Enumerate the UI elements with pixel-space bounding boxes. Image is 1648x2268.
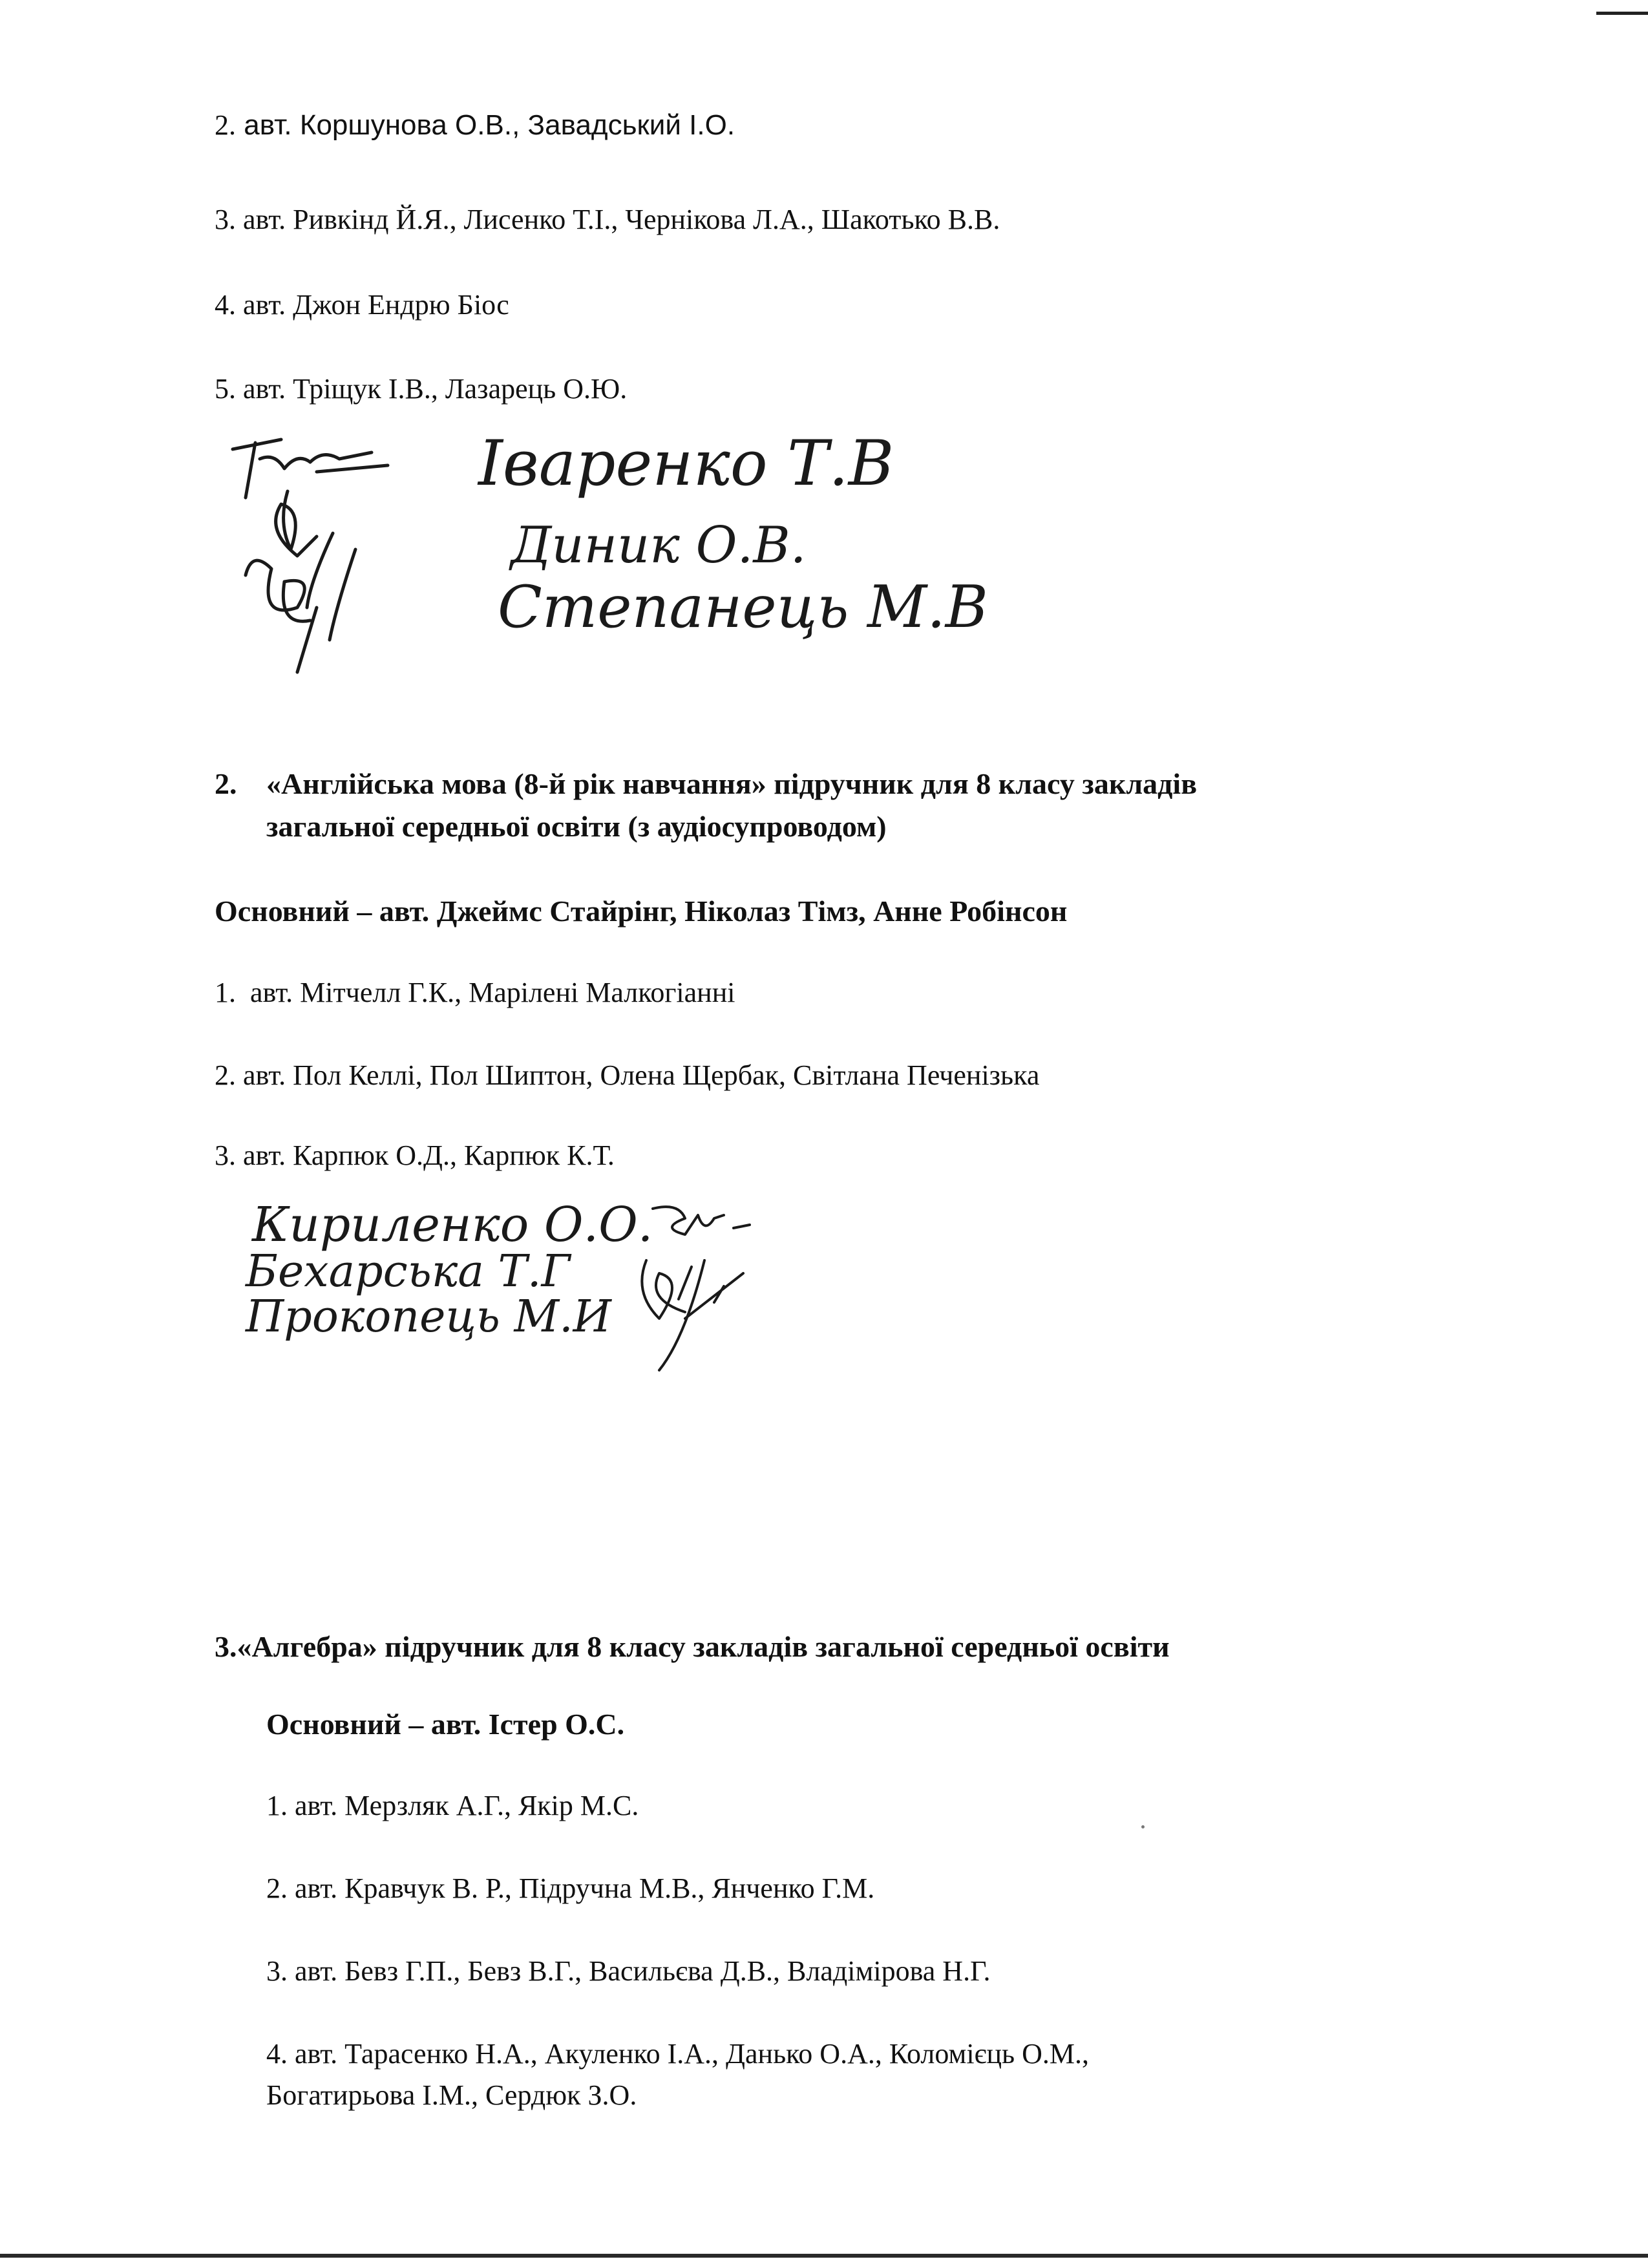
main-textbook: Основний – авт. Істер О.С. <box>266 1708 625 1741</box>
item-text: авт. Тарасенко Н.А., Акуленко І.А., Данько О.А., Коломієць О.М., <box>295 2038 1090 2070</box>
list-item <box>215 1139 615 1173</box>
signature-block-2 <box>233 1189 814 1377</box>
item-number: 2. <box>215 109 236 141</box>
list-item <box>266 1955 991 1989</box>
list-item <box>215 288 509 323</box>
signature-name-4: Кириленко О.О. <box>252 1197 653 1253</box>
section-title-line-2: загальної середньої освіти (з аудіосупроводом) <box>266 810 887 843</box>
item-text: авт. Коршунова О.В., Завадський І.О. <box>236 109 735 141</box>
signature-scribble <box>653 1207 750 1235</box>
item-number: 3. <box>215 1139 236 1171</box>
item-number: 3. <box>266 1955 288 1987</box>
section-heading <box>215 763 1494 848</box>
list-item <box>215 109 735 143</box>
item-text: авт. Карпюк О.Д., Карпюк К.Т. <box>243 1139 615 1171</box>
signature-name-3: Степанець М.В <box>498 573 988 641</box>
item-text: авт. Мітчелл Г.К., Марілені Малкогіанні <box>250 977 735 1008</box>
list-item <box>266 1789 639 1823</box>
item-text: авт. Кравчук В. Р., Підручна М.В., Янченко Г.М. <box>295 1872 875 1904</box>
signature-name-6: Прокопець М.И <box>246 1291 611 1342</box>
item-text: авт. Мерзляк А.Г., Якір М.С. <box>295 1790 639 1821</box>
section-heading: 3.«Алгебра» підручник для 8 класу закладів загальної середньої освіти <box>215 1630 1170 1663</box>
section-title-line-1: «Англійська мова (8-й рік навчання» підручник для 8 класу закладів <box>266 767 1198 800</box>
section-number: 2. <box>215 767 237 800</box>
list-item <box>266 2037 1089 2072</box>
scan-dust-mark <box>1141 1825 1145 1828</box>
item-text: авт. Тріщук І.В., Лазарець О.Ю. <box>236 373 628 405</box>
signature-name-2: Диник О.В. <box>511 516 807 575</box>
item-number: 5. <box>215 373 236 405</box>
item-number: 2. <box>215 1059 236 1091</box>
scan-edge-line <box>1596 12 1648 15</box>
list-item <box>215 976 735 1010</box>
signature-block-1 <box>220 414 1086 685</box>
list-item <box>266 1872 874 1906</box>
item-number: 3. <box>215 204 236 235</box>
signature-scribble <box>642 1260 743 1370</box>
item-number: 4. <box>215 289 236 321</box>
list-item-continuation: Богатирьова І.М., Сердюк З.О. <box>266 2079 637 2111</box>
item-number: 4. <box>266 2038 288 2070</box>
item-number: 1. <box>215 977 236 1008</box>
list-item <box>215 203 1000 237</box>
item-number: 2. <box>266 1872 288 1904</box>
signature-scribble <box>246 491 355 672</box>
item-number: 1. <box>266 1790 288 1821</box>
item-text: авт. Пол Келлі, Пол Шиптон, Олена Щербак, Світлана Печенізька <box>243 1059 1040 1091</box>
item-text: авт. Джон Ендрю Біос <box>236 289 509 321</box>
scan-edge-line <box>0 2254 1648 2258</box>
signature-name-1: Іваренко Т.В <box>478 427 894 500</box>
main-textbook: Основний – авт. Джеймс Стайрінг, Ніколаз Тімз, Анне Робінсон <box>215 895 1068 927</box>
signature-name-5: Бехарська Т.Г <box>246 1246 571 1297</box>
list-item <box>215 372 627 407</box>
signature-scribble <box>233 440 388 498</box>
item-text: авт. Бевз Г.П., Бевз В.Г., Васильєва Д.В., Владімірова Н.Г. <box>295 1955 991 1987</box>
list-item <box>215 1059 1039 1093</box>
item-text: авт. Ривкінд Й.Я., Лисенко Т.І., Чернікова Л.А., Шакотько В.В. <box>236 204 1000 235</box>
